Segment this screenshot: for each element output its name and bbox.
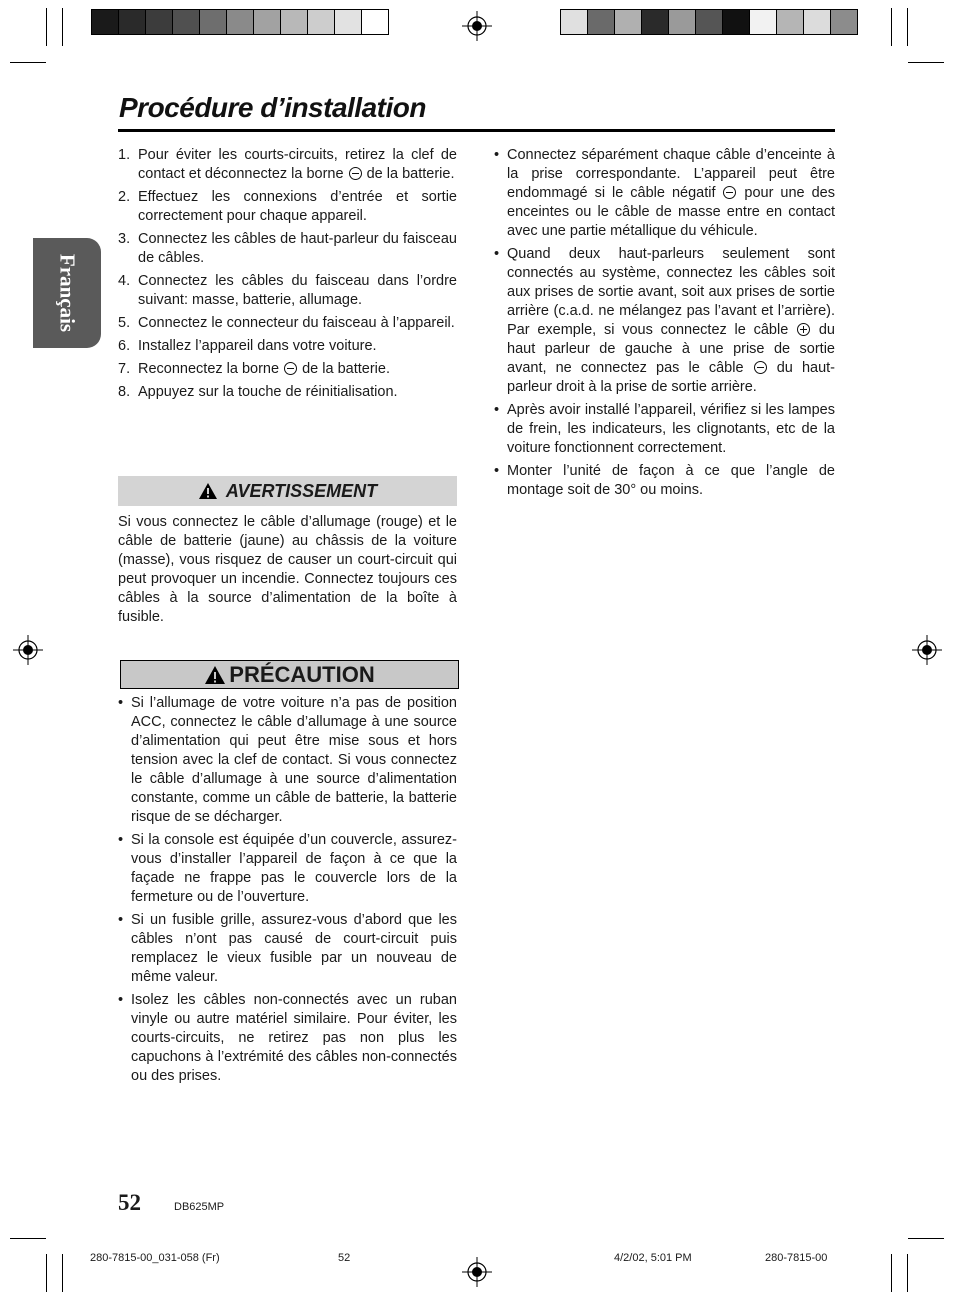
- list-item: [118, 360, 457, 379]
- step-number: 8.: [118, 384, 131, 400]
- text-fragment: Connectez les câbles de haut-parleur du faisceau de câbles.: [138, 231, 457, 266]
- crop-mark: [62, 8, 63, 46]
- text-fragment: du haut-parleur droit à la prise de sortie arrière.: [507, 360, 835, 395]
- color-swatch: [723, 10, 750, 34]
- caution-label: PRÉCAUTION: [229, 661, 375, 687]
- color-swatch: [696, 10, 723, 34]
- text-fragment: Pour éviter les courts-circuits, retirez la clef de contact et déconnectez la borne: [138, 147, 457, 182]
- text-fragment: Installez l’appareil dans votre voiture.: [138, 338, 377, 354]
- crop-mark: [46, 8, 47, 46]
- crop-mark: [907, 8, 908, 46]
- warning-banner: [118, 476, 457, 506]
- list-item: • Si la console est équipée d’un couvercle, assurez-vous d’installer l’appareil de façon à ce que la façade ne frappe pas le couvercle lors de la fermeture ou de l’ouverture.: [118, 831, 457, 907]
- negative-terminal-icon: [754, 361, 767, 374]
- color-bar-left: [91, 9, 389, 35]
- text-fragment: Après avoir installé l’appareil, vérifiez si les lampes de frein, les indicateurs, les clignotants, etc de la voiture fonctionnent correctement.: [507, 402, 835, 456]
- slug-date: 4/2/02, 5:01 PM: [614, 1252, 692, 1264]
- color-bar-right: [560, 9, 858, 35]
- color-swatch: [254, 10, 281, 34]
- crop-mark: [891, 1254, 892, 1292]
- text-fragment: de la batterie.: [362, 166, 455, 182]
- color-swatch: [804, 10, 831, 34]
- list-item: [118, 272, 457, 310]
- color-swatch: [561, 10, 588, 34]
- connection-notes: [494, 146, 835, 504]
- crop-mark: [62, 1254, 63, 1292]
- color-swatch: [750, 10, 777, 34]
- step-number: 1.: [118, 147, 131, 163]
- color-swatch: [146, 10, 173, 34]
- step-number: 7.: [118, 361, 131, 377]
- warning-label: AVERTISSEMENT: [225, 480, 378, 501]
- color-swatch: [669, 10, 696, 34]
- page-title: Procédure d’installation: [119, 92, 426, 123]
- list-item: [494, 462, 835, 500]
- list-item: [118, 146, 457, 184]
- language-tab-label: Français: [55, 253, 80, 333]
- list-item: [118, 383, 457, 402]
- crop-mark: [10, 1238, 46, 1239]
- list-item: [118, 337, 457, 356]
- color-swatch: [831, 10, 857, 34]
- text-fragment: Reconnectez la borne: [138, 361, 284, 377]
- color-swatch: [200, 10, 227, 34]
- text-fragment: Connectez le connecteur du faisceau à l’appareil.: [138, 315, 455, 331]
- color-swatch: [588, 10, 615, 34]
- registration-mark-icon: [13, 635, 43, 665]
- registration-mark-icon: [912, 635, 942, 665]
- text-fragment: Connectez séparément chaque câble d’enceinte à la prise correspondante. L’appareil peut être endommagé si le câble négatif: [507, 147, 835, 201]
- color-swatch: [777, 10, 804, 34]
- text-fragment: Effectuez les connexions d’entrée et sortie correctement pour chaque appareil.: [138, 189, 457, 224]
- model-number: DB625MP: [174, 1201, 225, 1213]
- registration-mark-icon: [462, 11, 492, 41]
- list-item: [118, 188, 457, 226]
- list-item: [118, 314, 457, 333]
- crop-mark: [46, 1254, 47, 1292]
- text-fragment: Quand deux haut-parleurs seulement sont connectés au système, connectez les câbles soit aux prises de sortie avant, soit aux prises de sortie arrière (c.a.d. ne mélangez pas l’avant et l’arrière). Par exemple, si vous connectez le câble: [507, 246, 835, 338]
- color-swatch: [119, 10, 146, 34]
- caution-banner: [120, 660, 459, 689]
- registration-mark-icon: [462, 1257, 492, 1287]
- list-item: [494, 146, 835, 241]
- text-fragment: du haut parleur de gauche à une prise de sortie avant, ne connectez pas le câble: [507, 322, 835, 376]
- step-number: 3.: [118, 231, 131, 247]
- list-item: [118, 230, 457, 268]
- color-swatch: [642, 10, 669, 34]
- step-number: 4.: [118, 273, 131, 289]
- color-swatch: [227, 10, 254, 34]
- negative-terminal-icon: [284, 362, 297, 375]
- color-swatch: [173, 10, 200, 34]
- list-item: • Isolez les câbles non-connectés avec un ruban vinyle ou autre matériel similaire. Pour éviter, les courts-circuits, ne retirez pas non plus les capuchons à l’extrémité des câbles non-connectés ou des prises.: [118, 991, 457, 1086]
- text-fragment: Appuyez sur la touche de réinitialisation.: [138, 384, 398, 400]
- positive-terminal-icon: [797, 323, 810, 336]
- slug-filename: 280-7815-00_031-058 (Fr): [90, 1252, 220, 1264]
- slug-code: 280-7815-00: [765, 1252, 828, 1264]
- step-number: 2.: [118, 189, 131, 205]
- step-number: 6.: [118, 338, 131, 354]
- warning-triangle-icon: [204, 665, 226, 685]
- step-number: 5.: [118, 315, 131, 331]
- color-swatch: [362, 10, 388, 34]
- installation-steps: [118, 146, 457, 406]
- color-swatch: [281, 10, 308, 34]
- negative-terminal-icon: [349, 167, 362, 180]
- crop-mark: [907, 1254, 908, 1292]
- list-item: [494, 245, 835, 397]
- crop-mark: [891, 8, 892, 46]
- page-number: 52: [118, 1190, 141, 1215]
- warning-text: Si vous connectez le câble d’allumage (rouge) et le câble de batterie (jaune) au châssis de la voiture (masse), vous risquez de causer un court-circuit qui peut provoquer un incendie. Connectez toujours ces câbles à la source d’alimentation de la boîte à fusible.: [118, 514, 457, 625]
- crop-mark: [10, 62, 46, 63]
- crop-mark: [908, 62, 944, 63]
- negative-terminal-icon: [723, 186, 736, 199]
- text-fragment: Monter l’unité de façon à ce que l’angle de montage soit de 30° ou moins.: [507, 463, 835, 498]
- color-swatch: [92, 10, 119, 34]
- text-fragment: Connectez les câbles du faisceau dans l’ordre suivant: masse, batterie, allumage.: [138, 273, 457, 308]
- list-item: [494, 401, 835, 458]
- title-rule: [118, 129, 835, 132]
- slug-page: 52: [338, 1252, 351, 1264]
- color-swatch: [615, 10, 642, 34]
- color-swatch: [308, 10, 335, 34]
- warning-triangle-icon: [198, 482, 218, 500]
- list-item: • Si l’allumage de votre voiture n’a pas de position ACC, connectez le câble d’allumage à une source d’alimentation qui peut être mise sous et hors tension avec la clef de contact. Si vous connectez le câble d’allumage à une source d’alimentation constante, comme un câble de batterie, la batterie risque de se décharger.: [118, 694, 457, 827]
- list-item: • Si un fusible grille, assurez-vous d’abord que les câbles n’ont pas causé de court-circuit puis remplacez le vieux fusible par un nouveau de même valeur.: [118, 911, 457, 987]
- text-fragment: pour une des enceintes ou le câble de masse entre en contact avec une partie métallique du véhicule.: [507, 185, 835, 239]
- color-swatch: [335, 10, 362, 34]
- caution-list: [118, 694, 457, 1090]
- crop-mark: [908, 1238, 944, 1239]
- language-tab: [33, 238, 101, 348]
- text-fragment: de la batterie.: [298, 361, 390, 377]
